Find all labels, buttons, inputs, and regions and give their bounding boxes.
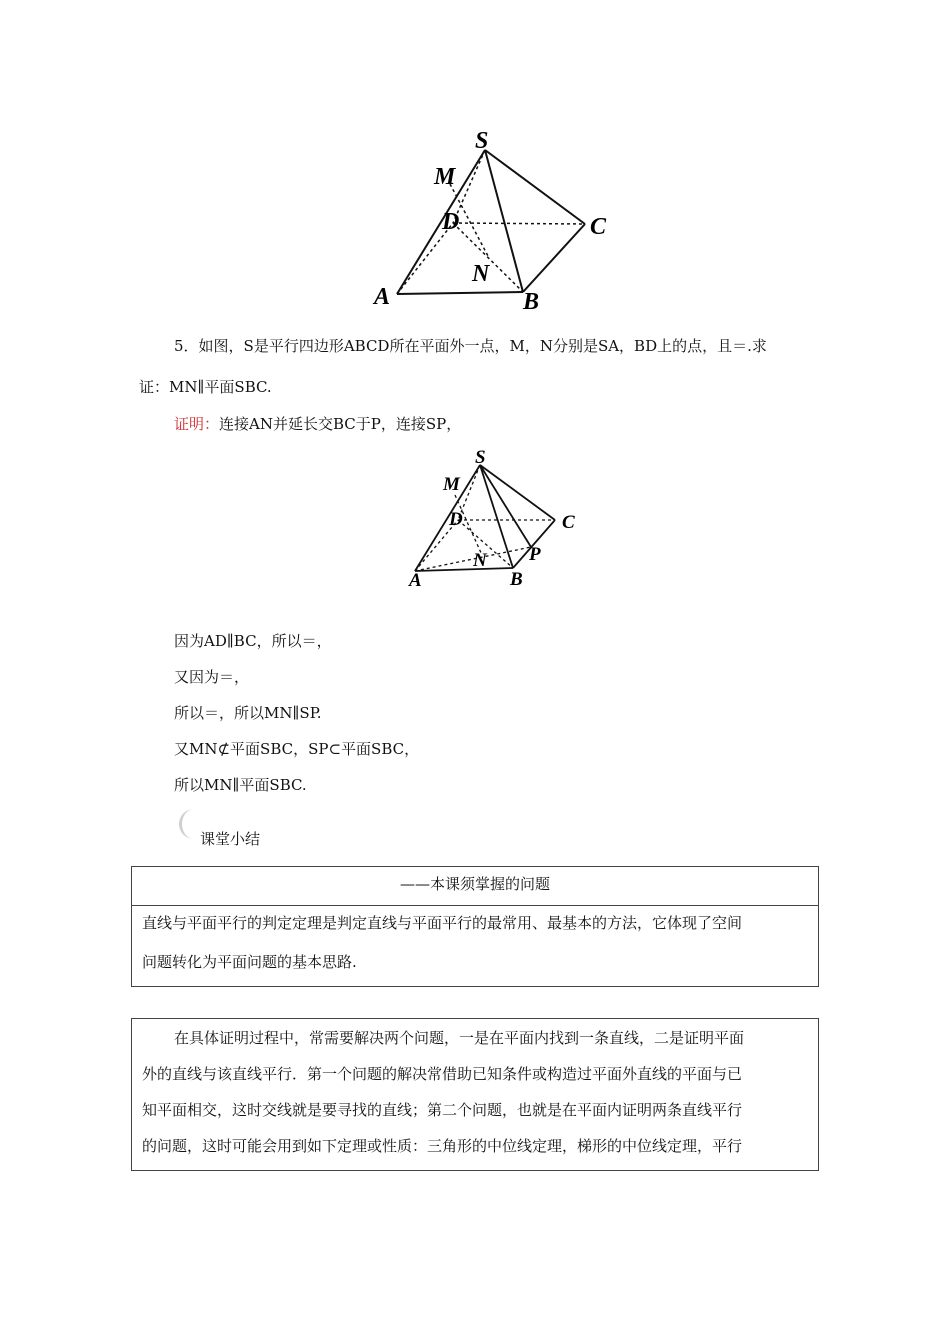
proof-step-1: 因为AD∥BC，所以＝， xyxy=(174,632,332,650)
summary-heading: 课堂小结 xyxy=(200,830,261,848)
summary-box-1-line-2: 问题转化为平面问题的基本思路. xyxy=(142,953,357,971)
summary-box-2-line-4: 的问题，这时可能会用到如下定理或性质：三角形的中位线定理，梯形的中位线定理，平行 xyxy=(142,1137,743,1155)
label-C: C xyxy=(590,214,607,240)
summary-box-1 xyxy=(131,866,819,987)
label-A: A xyxy=(374,284,391,310)
summary-box-1-line-1: 直线与平面平行的判定定理是判定直线与平面平行的最常用、最基本的方法，它体现了空间 xyxy=(142,914,743,932)
label-P: P xyxy=(529,544,541,565)
proof-label: 证明： xyxy=(174,415,220,433)
summary-box-2-line-1: 在具体证明过程中，常需要解决两个问题，一是在平面内找到一条直线，二是证明平面 xyxy=(174,1029,745,1047)
summary-box-2-line-2: 外的直线与该直线平行．第一个问题的解决常借助已知条件或构造过平面外直线的平面与已 xyxy=(142,1065,743,1083)
label-S: S xyxy=(475,128,489,154)
summary-box-1-title: ——本课须掌握的问题 xyxy=(399,875,550,893)
problem-line-1: 5．如图，S是平行四边形ABCD所在平面外一点，M，N分别是SA，BD上的点，且＝.求 xyxy=(174,337,767,355)
proof-step-4: 又MN⊄平面SBC，SP⊂平面SBC， xyxy=(174,740,420,758)
edge-BC xyxy=(523,224,585,292)
problem-line-2: 证：MN∥平面SBC. xyxy=(139,378,272,396)
label-A: A xyxy=(409,570,422,591)
label-S: S xyxy=(475,447,486,468)
edge-SB xyxy=(485,150,523,292)
proof-step-3: 所以＝，所以MN∥SP. xyxy=(174,704,322,722)
crescent-icon xyxy=(172,806,202,842)
label-N: N xyxy=(472,261,490,287)
edge-AB xyxy=(397,292,523,294)
label-M: M xyxy=(434,164,456,190)
label-D: D xyxy=(449,509,463,530)
label-B: B xyxy=(523,289,540,315)
proof-step-2: 又因为＝， xyxy=(174,668,250,686)
summary-box-2-line-3: 知平面相交，这时交线就是要寻找的直线；第二个问题，也就是在平面内证明两条直线平行 xyxy=(142,1101,743,1119)
proof-step-5: 所以MN∥平面SBC. xyxy=(174,776,307,794)
label-N: N xyxy=(473,550,487,571)
label-B: B xyxy=(510,569,523,590)
pyramid-figure-1 xyxy=(360,120,630,320)
label-M: M xyxy=(443,474,460,495)
label-D: D xyxy=(442,209,460,235)
proof-intro: 连接AN并延长交BC于P，连接SP， xyxy=(219,415,462,433)
pyramid-figure-2 xyxy=(395,440,595,595)
edge-SC xyxy=(485,150,585,224)
edge-DC xyxy=(453,223,585,224)
proof-intro-line xyxy=(174,413,461,434)
label-C: C xyxy=(562,512,575,533)
summary-box-2 xyxy=(131,1018,819,1171)
